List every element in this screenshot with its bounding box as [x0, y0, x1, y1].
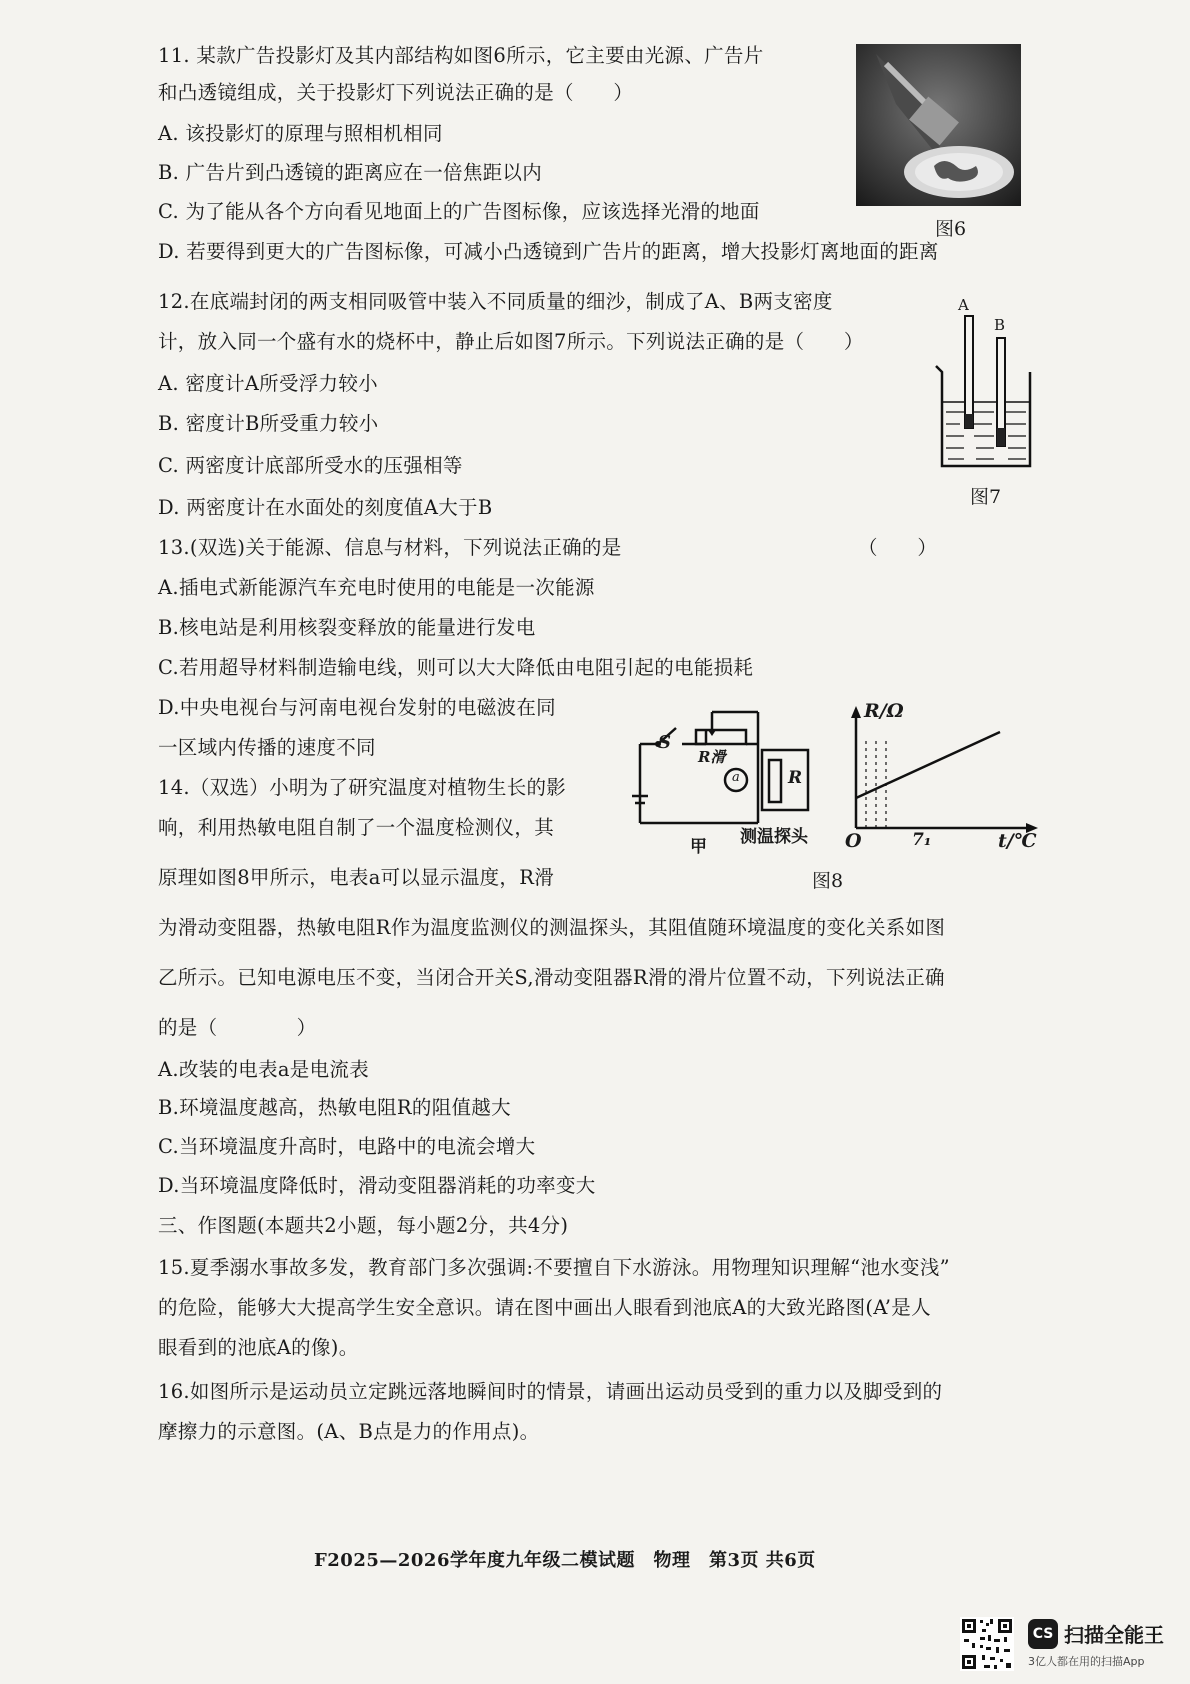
circuit-caption-jia: 甲 [690, 837, 707, 857]
section-3-heading: 三、作图题(本题共2小题，每小题2分，共4分) [158, 1214, 569, 1237]
graph-y-label: R/Ω [864, 700, 904, 722]
q14-line2: 响，利用热敏电阻自制了一个温度检测仪，其 [158, 816, 555, 839]
figure-7-caption: 图7 [970, 486, 1002, 508]
figure-6-photo [856, 44, 1021, 206]
q12-option-b: B. 密度计B所受重力较小 [158, 412, 379, 435]
brand-slogan: 3亿人都在用的扫描App [1028, 1655, 1145, 1668]
q13-option-d-line1: D.中央电视台与河南电视台发射的电磁波在同 [158, 696, 556, 719]
q14-option-c: C.当环境温度升高时，电路中的电流会增大 [158, 1135, 536, 1158]
q12-option-c: C. 两密度计底部所受水的压强相等 [158, 454, 463, 477]
brand-name: 扫描全能王 [1064, 1623, 1164, 1647]
q12-line2: 计，放入同一个盛有水的烧杯中，静止后如图7所示。下列说法正确的是（ ） [158, 330, 864, 353]
q14-line3: 原理如图8甲所示，电表a可以显示温度，R滑 [158, 866, 555, 889]
q11-option-c: C. 为了能从各个方向看见地面上的广告图标像，应该选择光滑的地面 [158, 200, 760, 223]
meter-label: a [732, 770, 740, 785]
figure-6-caption: 图6 [935, 218, 967, 240]
rheostat-label: R滑 [698, 748, 726, 766]
q14-line5: 乙所示。已知电源电压不变，当闭合开关S,滑动变阻器R滑的滑片位置不动，下列说法正确 [158, 966, 945, 989]
thermistor-label: R [788, 768, 803, 788]
q13-answer-paren: （ ） [858, 536, 938, 559]
q14-line4: 为滑动变阻器，热敏电阻R作为温度监测仪的测温探头，其阻值随环境温度的变化关系如图 [158, 916, 946, 939]
q15-line3: 眼看到的池底A的像)。 [158, 1336, 359, 1359]
switch-label: S [658, 732, 671, 753]
q13-option-a: A.插电式新能源汽车充电时使用的电能是一次能源 [158, 576, 595, 599]
q12-line1: 12.在底端封闭的两支相同吸管中装入不同质量的细沙，制成了A、B两支密度 [158, 290, 833, 313]
q11-line1: 11. 某款广告投影灯及其内部结构如图6所示，它主要由光源、广告片 [158, 44, 764, 67]
camscanner-logo: CS [1028, 1619, 1058, 1649]
scanner-watermark [960, 1617, 1170, 1673]
densimeter-a-label: A [958, 296, 969, 314]
q16-line1: 16.如图所示是运动员立定跳远落地瞬间时的情景，请画出运动员受到的重力以及脚受到的 [158, 1380, 943, 1403]
page-footer: F2025—2026学年度九年级二模试题 物理 第3页 共6页 [314, 1550, 816, 1571]
graph-x-label: t/℃ [998, 830, 1037, 852]
densimeter-b-label: B [994, 316, 1006, 334]
q12-option-d: D. 两密度计在水面处的刻度值A大于B [158, 496, 493, 519]
q14-option-a: A.改装的电表a是电流表 [158, 1058, 370, 1081]
graph-tick: 7₁ [912, 830, 932, 850]
q14-line1: 14.（双选）小明为了研究温度对植物生长的影 [158, 776, 567, 799]
q11-option-d: D. 若要得到更大的广告图标像，可减小凸透镜到广告片的距离，增大投影灯离地面的距离 [158, 240, 939, 263]
q14-option-b: B.环境温度越高，热敏电阻R的阻值越大 [158, 1096, 511, 1119]
q13-line1: 13.(双选)关于能源、信息与材料，下列说法正确的是 [158, 536, 622, 559]
q11-option-a: A. 该投影灯的原理与照相机相同 [158, 122, 443, 145]
q15-line2: 的危险，能够大大提高学生安全意识。请在图中画出人眼看到池底A的大致光路图(A’是人 [158, 1296, 931, 1319]
q13-option-b: B.核电站是利用核裂变释放的能量进行发电 [158, 616, 536, 639]
probe-caption: 测温探头 [740, 827, 808, 847]
q11-line2: 和凸透镜组成，关于投影灯下列说法正确的是（ ） [158, 81, 634, 104]
q16-line2: 摩擦力的示意图。(A、B点是力的作用点)。 [158, 1420, 540, 1443]
q14-line6: 的是（ ） [158, 1016, 317, 1039]
q13-option-d-line2: 一区域内传播的速度不同 [158, 736, 376, 759]
q13-option-c: C.若用超导材料制造输电线，则可以大大降低由电阻引起的电能损耗 [158, 656, 754, 679]
q14-option-d: D.当环境温度降低时，滑动变阻器消耗的功率变大 [158, 1174, 596, 1197]
qr-code-icon [960, 1617, 1014, 1671]
figure-7-beaker [930, 298, 1040, 473]
q12-option-a: A. 密度计A所受浮力较小 [158, 372, 378, 395]
graph-origin: O [845, 830, 862, 852]
q11-option-b: B. 广告片到凸透镜的距离应在一倍焦距以内 [158, 161, 543, 184]
q15-line1: 15.夏季溺水事故多发，教育部门多次强调:不要擅自下水游泳。用物理知识理解“池水变浅” [158, 1256, 950, 1279]
figure-8-caption: 图8 [812, 870, 844, 892]
resistance-temperature-line [856, 732, 1000, 798]
